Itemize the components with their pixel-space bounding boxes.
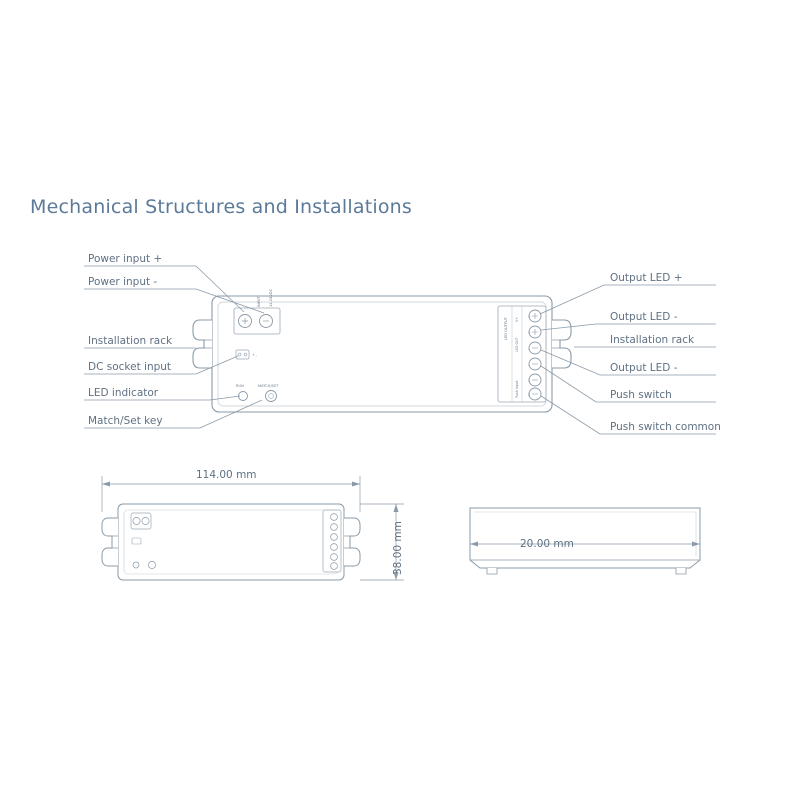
svg-text:Push Input: Push Input	[515, 380, 519, 398]
device-top-view	[193, 288, 571, 412]
callout-label-led-indicator: LED indicator	[88, 387, 159, 399]
dimension-label-height: 38.00 mm	[392, 521, 404, 575]
callout-label-dc-socket-input: DC socket input	[88, 361, 172, 373]
callout-label-output-led-minus-1: Output LED -	[610, 311, 678, 323]
device-side-view	[470, 508, 700, 574]
callout-label-push-switch: Push switch	[610, 389, 672, 401]
callout-label-match-set-key: Match/Set key	[88, 415, 163, 427]
svg-text:1: 1	[528, 379, 531, 383]
callout-label-installation-rack-right: Installation rack	[610, 334, 695, 346]
svg-text:RUN: RUN	[236, 384, 244, 388]
svg-text:V+: V+	[515, 316, 519, 322]
svg-text:-: -	[528, 347, 530, 351]
callout-label-power-input-minus: Power input -	[88, 276, 158, 288]
svg-text:MATCH/SET: MATCH/SET	[258, 384, 279, 388]
svg-text:INPUT: INPUT	[257, 296, 261, 307]
svg-text:+: +	[528, 315, 531, 319]
svg-text:LED OUTPUT: LED OUTPUT	[504, 317, 508, 340]
callout-label-power-input-plus: Power input +	[88, 253, 163, 265]
dimension-label-depth: 20.00 mm	[520, 538, 574, 550]
svg-text:12-24VDC: 12-24VDC	[269, 288, 273, 307]
svg-text:2: 2	[528, 393, 531, 397]
svg-text:+: +	[528, 331, 531, 335]
svg-text:LED OUT: LED OUT	[515, 337, 519, 352]
callout-label-installation-rack-left: Installation rack	[88, 335, 173, 347]
callout-label-push-switch-common: Push switch common	[610, 421, 721, 433]
callout-label-output-led-plus: Output LED +	[610, 272, 683, 284]
svg-text:+ -: + -	[252, 353, 258, 357]
svg-text:-: -	[528, 363, 530, 367]
page-title: Mechanical Structures and Installations	[30, 196, 412, 218]
dimension-label-length: 114.00 mm	[196, 469, 257, 481]
device-front-view	[102, 504, 360, 580]
callout-label-output-led-minus-2: Output LED -	[610, 362, 678, 374]
